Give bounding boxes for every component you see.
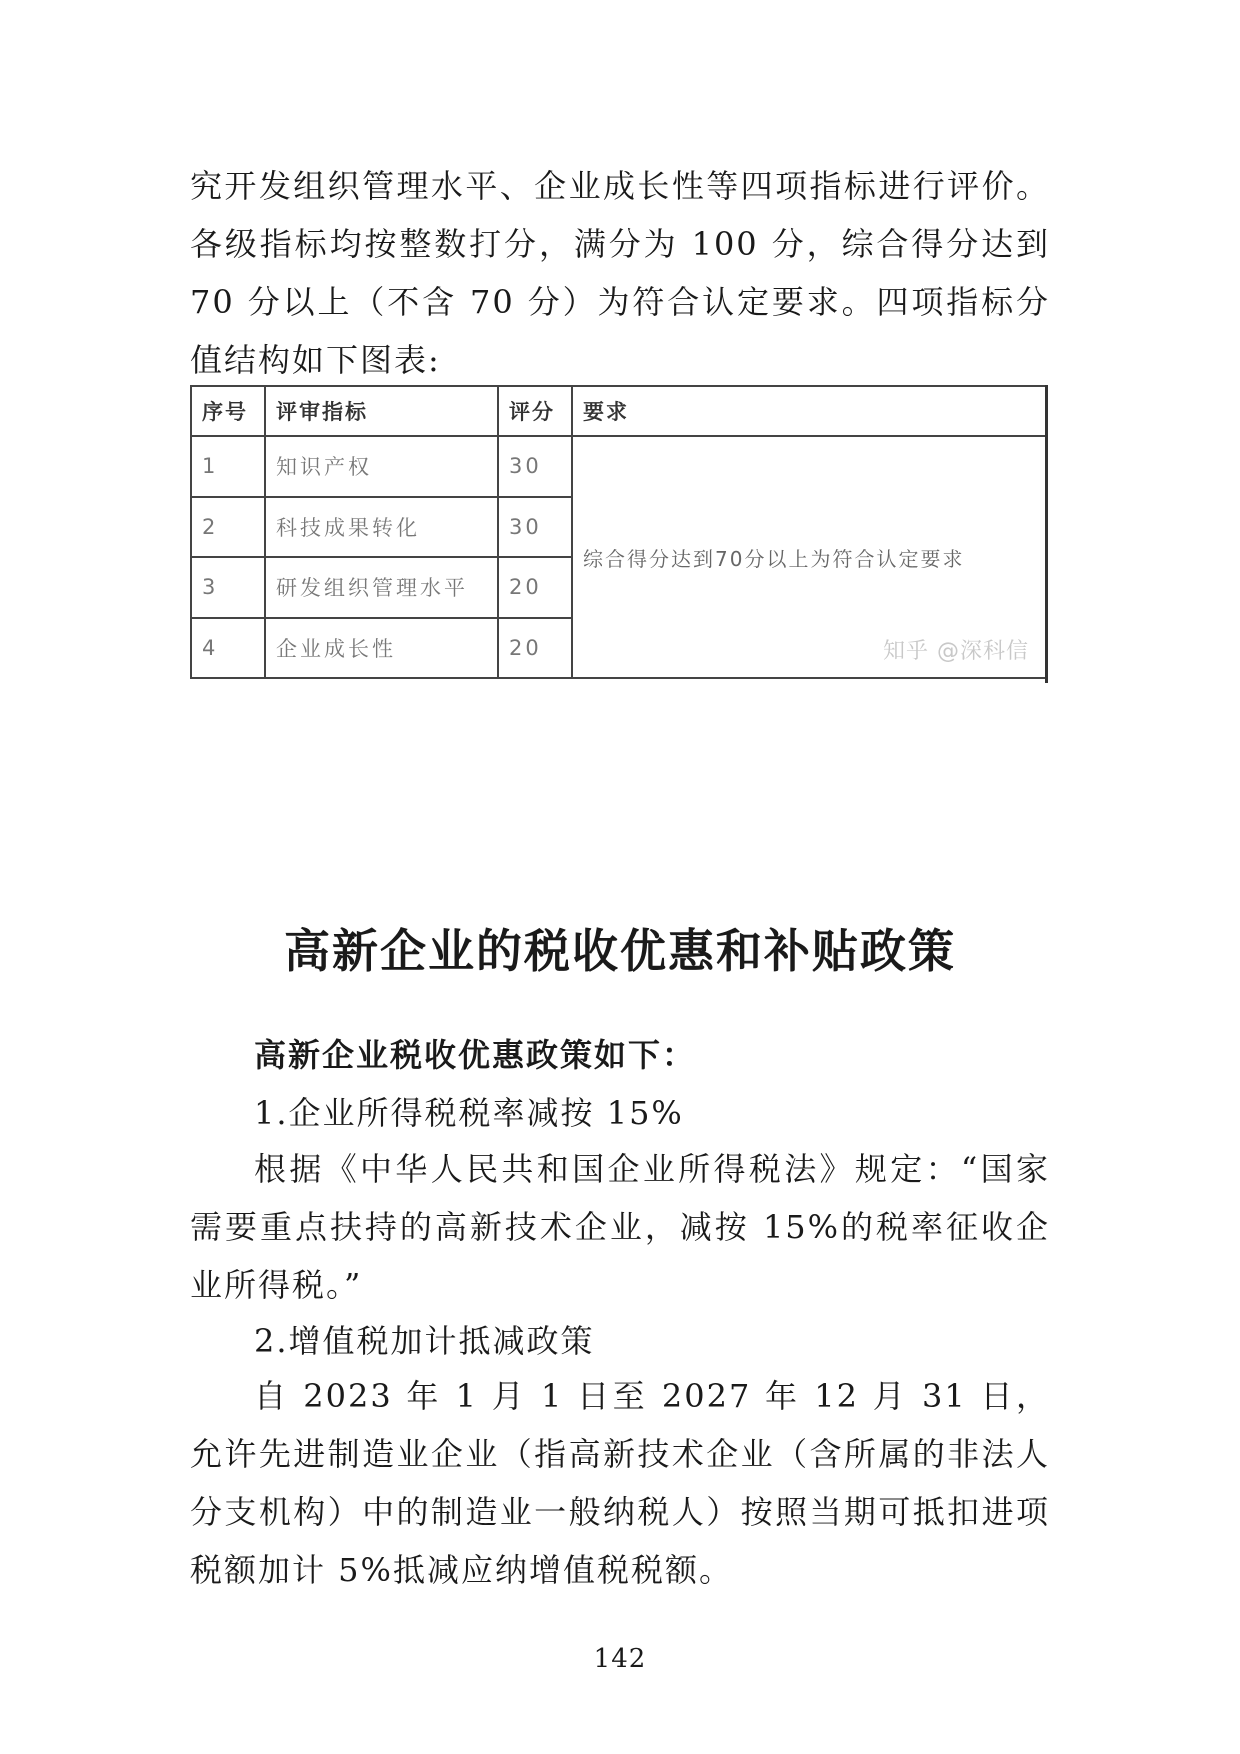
item2-title: 2.增值税加计抵减政策 [254, 1322, 595, 1360]
cell-no: 4 [191, 618, 265, 679]
cell-indicator: 研发组织管理水平 [265, 557, 498, 618]
header-requirement: 要求 [572, 386, 1046, 436]
header-indicator: 评审指标 [265, 386, 498, 436]
watermark: 知乎 @深科信 [883, 639, 1029, 664]
table-row [191, 436, 1046, 497]
cell-indicator: 知识产权 [265, 436, 498, 497]
cell-no: 2 [191, 497, 265, 558]
section-heading: 高新企业的税收优惠和补贴政策 [284, 924, 956, 978]
section-subheading: 高新企业税收优惠政策如下： [254, 1036, 697, 1074]
cell-score: 20 [498, 557, 572, 618]
cell-score: 30 [498, 436, 572, 497]
evaluation-table-image [190, 385, 1050, 683]
intro-paragraph: 究开发组织管理水平、企业成长性等四项指标进行评价。各级指标均按整数打分，满分为 100 分，综合得分达到 70 分以上（不含 70 分）为符合认定要求。四项指标分值结构如下图表: [190, 167, 1050, 379]
header-score: 评分 [498, 386, 572, 436]
cell-score: 30 [498, 497, 572, 558]
page-number: 142 [593, 1644, 647, 1674]
table-header-row [191, 386, 1046, 436]
cell-no: 1 [191, 436, 265, 497]
item1-title: 1.企业所得税税率减按 15% [254, 1094, 684, 1132]
header-no: 序号 [191, 386, 265, 436]
scan-edge-divider [1045, 385, 1048, 683]
cell-requirement [572, 436, 1046, 678]
cell-score: 20 [498, 618, 572, 679]
cell-indicator: 科技成果转化 [265, 497, 498, 558]
evaluation-table [190, 385, 1047, 679]
item2-body: 自 2023 年 1 月 1 日至 2027 年 12 月 31 日，允许先进制造业企业（指高新技术企业（含所属的非法人分支机构）中的制造业一般纳税人）按照当期可抵扣进项税额加计 5%抵减应纳增值税税额。 [190, 1377, 1050, 1589]
cell-indicator: 企业成长性 [265, 618, 498, 679]
requirement-text: 综合得分达到70分以上为符合认定要求 [583, 546, 965, 571]
cell-no: 3 [191, 557, 265, 618]
item1-body: 根据《中华人民共和国企业所得税法》规定：“国家需要重点扶持的高新技术企业，减按 15%的税率征收企业所得税。” [190, 1150, 1050, 1304]
